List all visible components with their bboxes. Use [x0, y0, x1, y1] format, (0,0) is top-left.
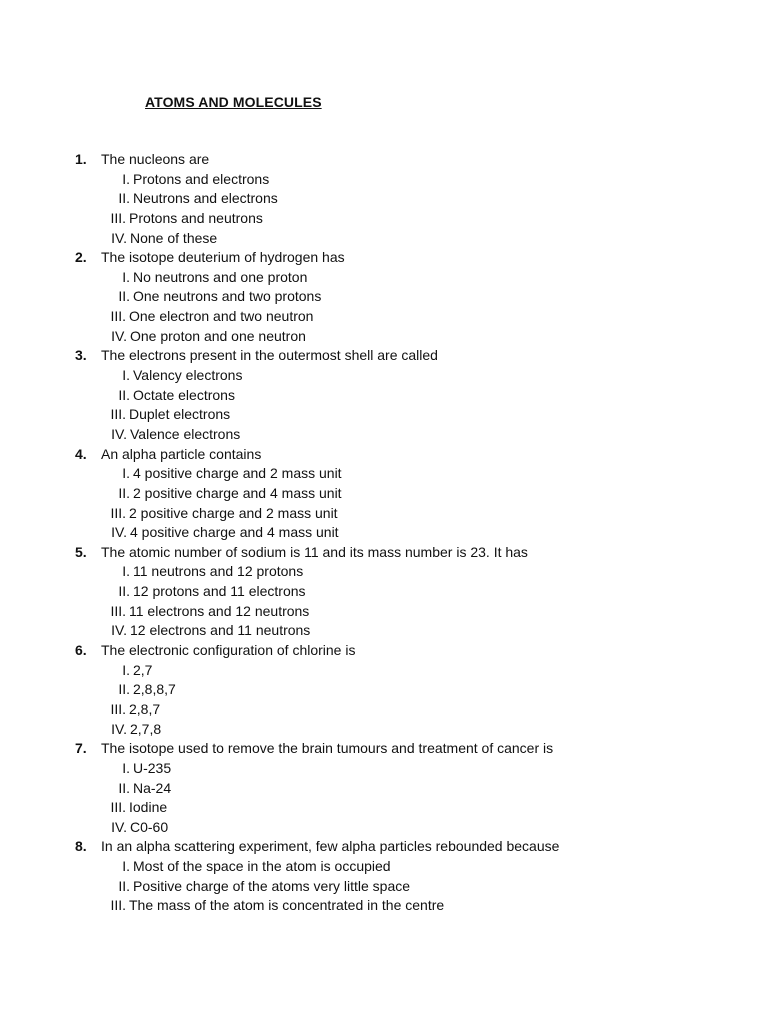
option-text: Duplet electrons — [129, 406, 231, 423]
option-text: 12 protons and 11 electrons — [133, 583, 306, 600]
document-title: ATOMS AND MOLECULES — [145, 94, 322, 110]
option-text: Protons and electrons — [133, 170, 270, 187]
answer-option — [0, 582, 768, 602]
option-text: Valency electrons — [133, 367, 243, 384]
question-number: 6. — [75, 642, 87, 659]
option-numeral: III. — [110, 602, 126, 619]
answer-option — [0, 287, 768, 307]
option-text: Neutrons and electrons — [133, 190, 278, 207]
option-numeral: II. — [118, 583, 130, 600]
option-numeral: II. — [118, 877, 130, 894]
answer-option — [0, 857, 768, 877]
answer-option — [0, 307, 768, 327]
question-item — [0, 837, 768, 857]
question-list — [0, 150, 768, 916]
option-numeral: II. — [118, 484, 130, 501]
option-text: 2 positive charge and 4 mass unit — [133, 484, 342, 501]
question-number: 3. — [75, 347, 87, 364]
option-text: 2,7,8 — [130, 720, 162, 737]
answer-option — [0, 562, 768, 582]
option-text: 12 electrons and 11 neutrons — [130, 622, 311, 639]
answer-option — [0, 877, 768, 897]
option-numeral: III. — [110, 406, 126, 423]
question-number: 5. — [75, 543, 87, 560]
option-text: 2,8,7 — [129, 700, 161, 717]
answer-option — [0, 779, 768, 799]
answer-option — [0, 700, 768, 720]
answer-option — [0, 484, 768, 504]
question-text: In an alpha scattering experiment, few alpha particles rebounded because — [101, 838, 560, 855]
option-text: One neutrons and two protons — [133, 288, 322, 305]
option-numeral: IV. — [111, 229, 127, 246]
option-text: None of these — [130, 229, 218, 246]
answer-option — [0, 189, 768, 209]
option-text: 4 positive charge and 2 mass unit — [133, 465, 342, 482]
question-item — [0, 248, 768, 268]
option-numeral: I. — [122, 367, 130, 384]
question-item — [0, 445, 768, 465]
question-number: 1. — [75, 151, 87, 167]
option-text: One electron and two neutron — [129, 308, 314, 325]
question-item — [0, 641, 768, 661]
option-text: One proton and one neutron — [130, 327, 306, 344]
question-number: 8. — [75, 838, 87, 855]
option-text: Octate electrons — [133, 386, 235, 403]
answer-option — [0, 523, 768, 543]
question-number: 4. — [75, 445, 87, 462]
option-numeral: I. — [122, 661, 130, 678]
answer-option — [0, 229, 768, 249]
option-text: Iodine — [129, 799, 168, 816]
option-numeral: IV. — [111, 524, 127, 541]
option-text: 2 positive charge and 2 mass unit — [129, 504, 338, 521]
option-text: C0-60 — [130, 818, 169, 835]
option-text: No neutrons and one proton — [133, 268, 308, 285]
question-text: The isotope deuterium of hydrogen has — [101, 249, 345, 266]
option-text: 2,7 — [133, 661, 153, 678]
answer-option — [0, 896, 768, 916]
option-numeral: II. — [118, 190, 130, 207]
option-numeral: III. — [110, 504, 126, 521]
question-text: The electronic configuration of chlorine is — [101, 642, 356, 659]
answer-option — [0, 464, 768, 484]
question-text: The isotope used to remove the brain tumours and treatment of cancer is — [101, 740, 554, 757]
question-text: The atomic number of sodium is 11 and its mass number is 23. It has — [101, 543, 528, 560]
option-text: U-235 — [133, 759, 172, 776]
question-item — [0, 739, 768, 759]
answer-option — [0, 268, 768, 288]
answer-option — [0, 759, 768, 779]
option-numeral: III. — [110, 700, 126, 717]
option-numeral: III. — [110, 209, 126, 226]
answer-option — [0, 680, 768, 700]
option-numeral: I. — [122, 268, 130, 285]
answer-option — [0, 425, 768, 445]
answer-option — [0, 366, 768, 386]
option-text: 4 positive charge and 4 mass unit — [130, 524, 339, 541]
answer-option — [0, 327, 768, 347]
option-text: Valence electrons — [130, 425, 241, 442]
question-item — [0, 543, 768, 563]
option-numeral: IV. — [111, 425, 127, 442]
answer-option — [0, 386, 768, 406]
option-numeral: II. — [118, 386, 130, 403]
answer-option — [0, 209, 768, 229]
option-numeral: III. — [110, 308, 126, 325]
option-text: Most of the space in the atom is occupied — [133, 858, 391, 875]
answer-option — [0, 621, 768, 641]
question-number: 2. — [75, 249, 87, 266]
option-numeral: III. — [110, 799, 126, 816]
answer-option — [0, 602, 768, 622]
option-text: 11 electrons and 12 neutrons — [129, 602, 310, 619]
option-text: 11 neutrons and 12 protons — [133, 563, 304, 580]
option-numeral: II. — [118, 779, 130, 796]
option-text: Protons and neutrons — [129, 209, 263, 226]
option-numeral: I. — [122, 759, 130, 776]
option-numeral: IV. — [111, 622, 127, 639]
question-item — [0, 150, 768, 170]
option-text: The mass of the atom is concentrated in the centre — [129, 897, 445, 914]
option-numeral: II. — [118, 681, 130, 698]
answer-option — [0, 170, 768, 190]
question-text: The nucleons are — [101, 151, 210, 167]
answer-option — [0, 818, 768, 838]
question-number: 7. — [75, 740, 87, 757]
option-numeral: IV. — [111, 327, 127, 344]
answer-option — [0, 405, 768, 425]
option-text: 2,8,8,7 — [133, 681, 176, 698]
answer-option — [0, 661, 768, 681]
option-numeral: III. — [110, 897, 126, 914]
option-numeral: IV. — [111, 818, 127, 835]
question-text: An alpha particle contains — [101, 445, 262, 462]
option-numeral: II. — [118, 288, 130, 305]
answer-option — [0, 798, 768, 818]
answer-option — [0, 504, 768, 524]
question-text: The electrons present in the outermost shell are called — [101, 347, 438, 364]
option-numeral: IV. — [111, 720, 127, 737]
option-text: Na-24 — [133, 779, 172, 796]
option-numeral: I. — [122, 170, 130, 187]
option-numeral: I. — [122, 858, 130, 875]
question-item — [0, 346, 768, 366]
option-numeral: I. — [122, 563, 130, 580]
option-text: Positive charge of the atoms very little space — [133, 877, 411, 894]
option-numeral: I. — [122, 465, 130, 482]
answer-option — [0, 720, 768, 740]
